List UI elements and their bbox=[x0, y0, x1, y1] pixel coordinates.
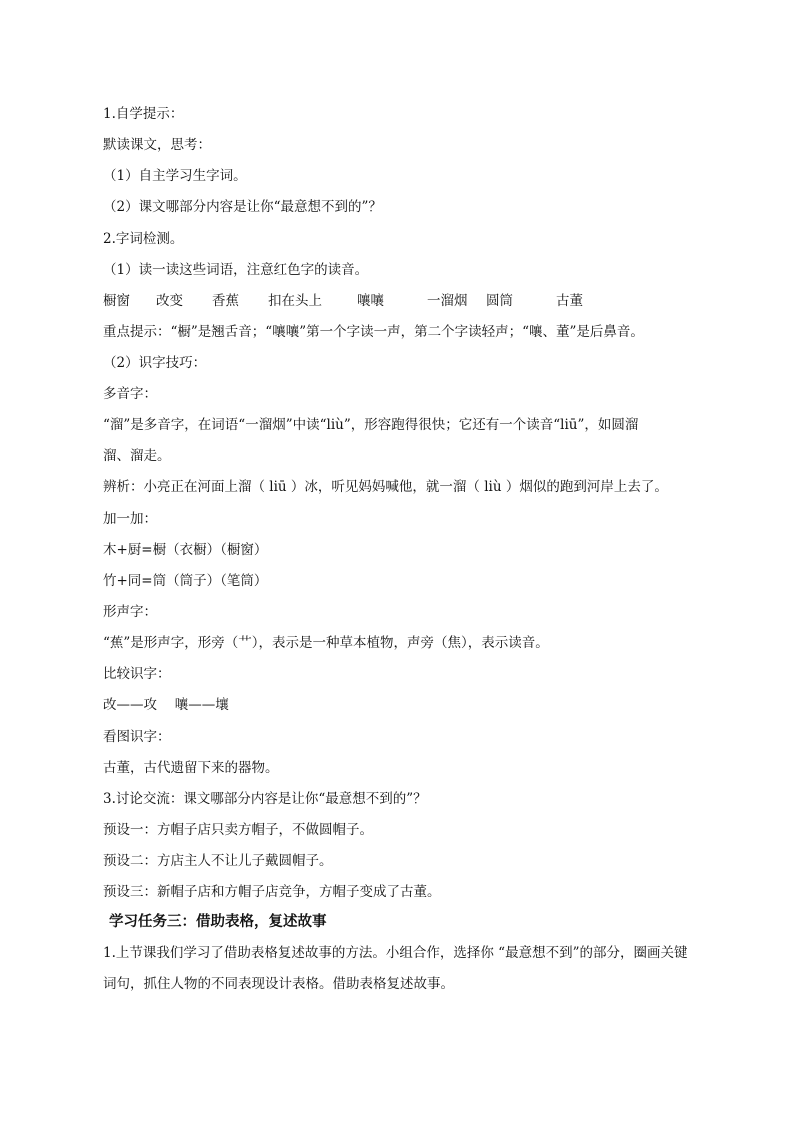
polyphonic-explanation-line-2: 溜、溜走。 bbox=[103, 448, 171, 464]
silent-reading-instruction: 默读课文，思考： bbox=[103, 137, 211, 153]
preset-answer-1: 预设一：方帽子店只卖方帽子，不做圆帽子。 bbox=[103, 822, 373, 838]
preset-answer-2: 预设二：方店主人不让儿子戴圆帽子。 bbox=[103, 853, 333, 869]
addition-example-1: 木+厨=橱（衣橱）（橱窗） bbox=[103, 542, 268, 558]
compare-characters-heading: 比较识字： bbox=[103, 666, 171, 682]
discussion-question: 3.讨论交流：课文哪部分内容是让你“最意想不到的”？ bbox=[103, 791, 427, 807]
vocab-word: 改变 bbox=[156, 293, 183, 309]
addition-heading: 加一加： bbox=[103, 511, 157, 527]
vocab-word: 古董 bbox=[556, 293, 583, 309]
read-words-instruction: （1）读一读这些词语，注意红色字的读音。 bbox=[103, 262, 369, 278]
vocabulary-word-list bbox=[103, 291, 623, 311]
question-1: （1）自主学习生字词。 bbox=[103, 168, 247, 184]
picture-literacy-heading: 看图识字： bbox=[103, 729, 171, 745]
word-check-heading: 2.字词检测。 bbox=[103, 231, 184, 247]
addition-example-2: 竹+同=筒（筒子）（笔筒） bbox=[103, 573, 268, 589]
polyphonic-explanation-line-1: “溜”是多音字，在词语“一溜烟”中读“liù”，形容跑得很快；它还有一个读音“liū”，如圆溜 bbox=[103, 417, 639, 433]
section-heading-task-3: 学习任务三：借助表格，复述故事 bbox=[109, 913, 327, 930]
key-tips: 重点提示：“橱”是翘舌音；“嚷嚷”第一个字读一声，第二个字读轻声；“嚷、董”是后鼻音。 bbox=[103, 324, 644, 340]
preset-answer-3: 预设三：新帽子店和方帽子店竞争，方帽子变成了古董。 bbox=[103, 884, 441, 900]
discrimination-sentence: 辨析：小亮正在河面上溜（ liū ）冰，听见妈妈喊他，就一溜（ liù ）烟似的跑到河岸上去了。 bbox=[103, 479, 668, 495]
antique-definition: 古董，古代遗留下来的器物。 bbox=[103, 760, 279, 776]
vocab-word: 扣在头上 bbox=[268, 293, 322, 309]
phono-semantic-explanation: “蕉”是形声字，形旁（艹），表示是一种草本植物，声旁（焦），表示读音。 bbox=[103, 635, 549, 651]
phono-semantic-heading: 形声字： bbox=[103, 604, 157, 620]
vocab-word: 嚷嚷 bbox=[357, 293, 384, 309]
vocab-word: 一溜烟 bbox=[427, 293, 468, 309]
vocab-word: 橱窗 bbox=[103, 293, 130, 309]
polyphonic-heading: 多音字： bbox=[103, 386, 157, 402]
compare-characters-pairs: 改——攻 嚷——壤 bbox=[103, 697, 229, 713]
task-3-paragraph-line-1: 1.上节课我们学习了借助表格复述故事的方法。小组合作，选择你 “最意想不到”的部分，圈画关键 bbox=[103, 945, 688, 961]
self-study-prompt-heading: 1.自学提示： bbox=[103, 106, 184, 122]
vocab-word: 圆筒 bbox=[486, 293, 513, 309]
vocab-word: 香蕉 bbox=[212, 293, 239, 309]
literacy-skills-heading: （2）识字技巧： bbox=[103, 355, 207, 371]
task-3-paragraph-line-2: 词句，抓住人物的不同表现设计表格。借助表格复述故事。 bbox=[103, 976, 454, 992]
question-2: （2）课文哪部分内容是让你“最意想不到的”？ bbox=[103, 199, 382, 215]
